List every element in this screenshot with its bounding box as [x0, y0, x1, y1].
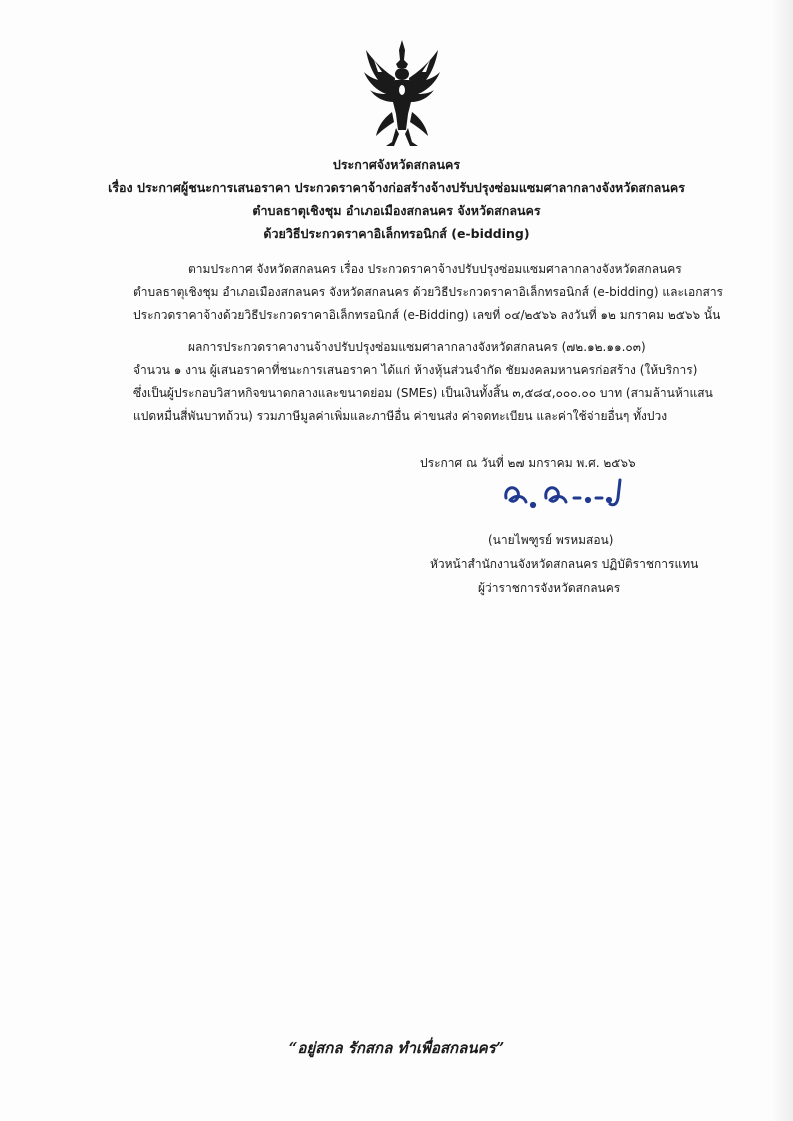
- paragraph-line: ผลการประกวดราคางานจ้างปรับปรุงซ่อมแซมศาลากลางจังหวัดสกลนคร (๗๒.๑๒.๑๑.๐๓): [188, 340, 646, 354]
- announcement-title: ประกาศจังหวัดสกลนคร: [332, 157, 461, 172]
- province-slogan: “อยู่สกล รักสกล ทำเพื่อสกลนคร”: [288, 1039, 505, 1057]
- announcement-subject: เรื่อง ประกาศผู้ชนะการเสนอราคา ประกวดราคาจ้างก่อสร้างจ้างปรับปรุงซ่อมแซมศาลากลางจังหวัดสกลนคร: [108, 180, 685, 195]
- body-paragraph-2: [133, 336, 743, 428]
- announcement-method: ด้วยวิธีประกวดราคาอิเล็กทรอนิกส์ (e-bidding): [263, 226, 530, 241]
- announcement-location: ตำบลธาตุเชิงชุม อำเภอเมืองสกลนคร จังหวัดสกลนคร: [252, 203, 541, 218]
- paragraph-line: ประกวดราคาจ้างด้วยวิธีประกวดราคาอิเล็กทรอนิกส์ (e-Bidding) เลขที่ ๐๔/๒๕๖๖ ลงวันที่ ๑๒ มกราคม ๒๕๖๖ นั้น: [133, 308, 721, 322]
- paragraph-line: แปดหมื่นสี่พันบาทถ้วน) รวมภาษีมูลค่าเพิ่มและภาษีอื่น ค่าขนส่ง ค่าจดทะเบียน และค่าใช้จ่ายอื่นๆ ทั้งปวง: [133, 409, 668, 423]
- signer-subtitle: ผู้ว่าราชการจังหวัดสกลนคร: [478, 581, 621, 595]
- handwritten-signature: [500, 476, 632, 516]
- paragraph-line: ตามประกาศ จังหวัดสกลนคร เรื่อง ประกวดราคาจ้างปรับปรุงซ่อมแซมศาลากลางจังหวัดสกลนคร: [188, 262, 682, 276]
- paragraph-line: ซึ่งเป็นผู้ประกอบวิสาหกิจขนาดกลางและขนาดย่อม (SMEs) เป็นเงินทั้งสิ้น ๓,๕๘๔,๐๐๐.๐๐ บาท (สามล้านห้าแสน: [133, 386, 713, 400]
- issue-date: ประกาศ ณ วันที่ ๒๗ มกราคม พ.ศ. ๒๕๖๖: [420, 456, 636, 470]
- signer-name: (นายไพฑูรย์ พรหมสอน): [488, 533, 614, 547]
- signer-title: หัวหน้าสำนักงานจังหวัดสกลนคร ปฏิบัติราชการแทน: [430, 557, 699, 571]
- paragraph-line: ตำบลธาตุเชิงชุม อำเภอเมืองสกลนคร จังหวัดสกลนคร ด้วยวิธีประกวดราคาอิเล็กทรอนิกส์ (e-bidding) และเอกสาร: [133, 285, 723, 299]
- garuda-emblem-icon: [362, 38, 442, 150]
- paragraph-line: จำนวน ๑ งาน ผู้เสนอราคาที่ชนะการเสนอราคา ได้แก่ ห้างหุ้นส่วนจำกัด ชัยมงคลมหานครก่อสร้าง (ให้บริการ): [133, 363, 698, 377]
- body-paragraph-1: [133, 258, 743, 327]
